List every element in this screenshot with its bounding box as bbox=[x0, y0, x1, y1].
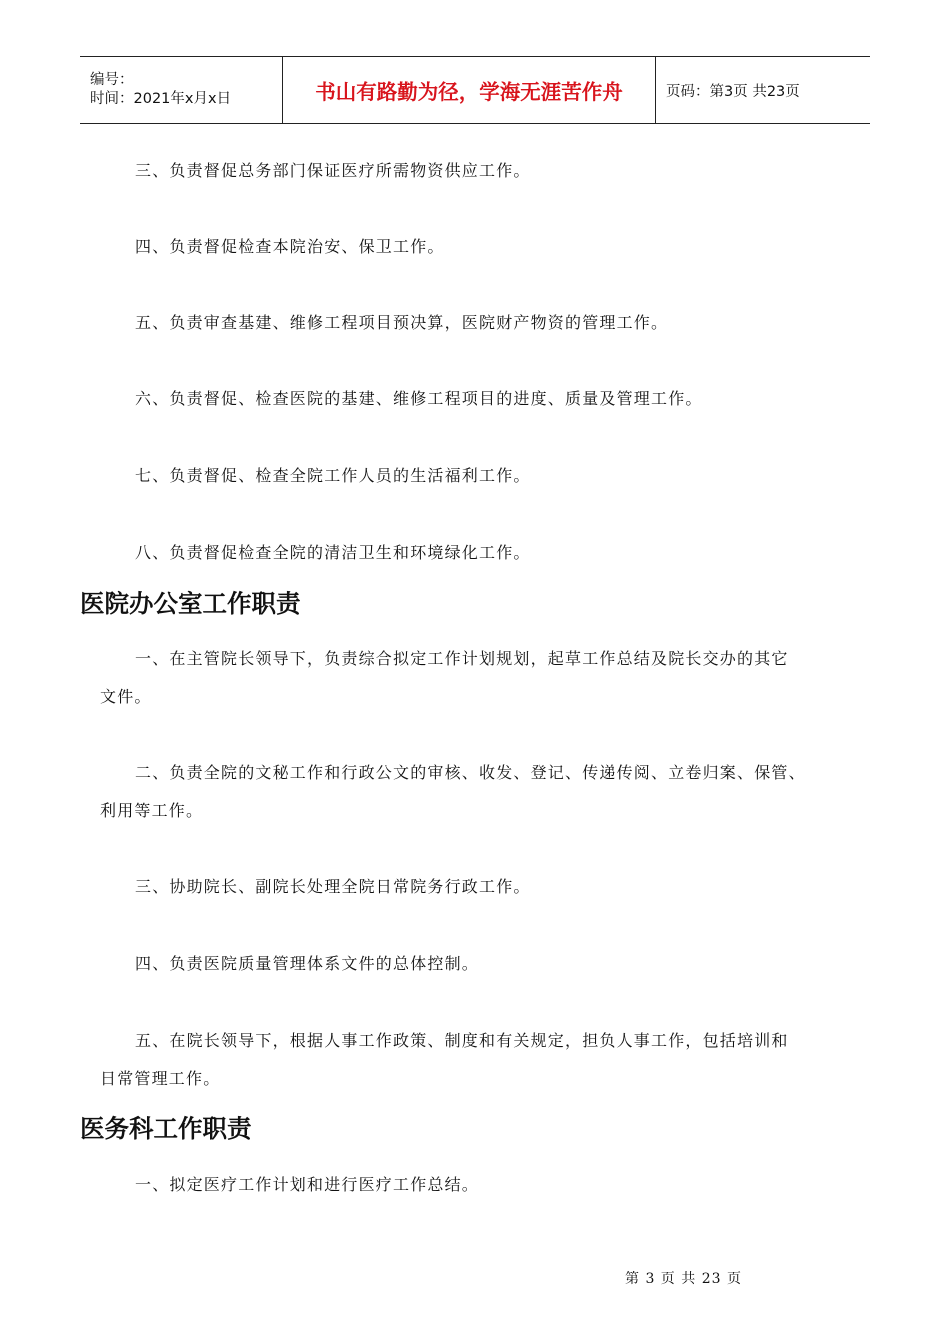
paragraph: 八、负责督促检查全院的清洁卫生和环境绿化工作。 bbox=[135, 543, 531, 562]
paragraph-line: 二、负责全院的文秘工作和行政公文的审核、收发、登记、传递传阅、立卷归案、保管、 bbox=[135, 763, 806, 782]
paragraph: 六、负责督促、检查医院的基建、维修工程项目的进度、质量及管理工作。 bbox=[135, 389, 703, 408]
paragraph: 一、拟定医疗工作计划和进行医疗工作总结。 bbox=[135, 1175, 480, 1194]
document-number-label: 编号： bbox=[90, 72, 134, 88]
page-header bbox=[80, 56, 870, 124]
paragraph-line: 一、在主管院长领导下，负责综合拟定工作计划规划，起草工作总结及院长交办的其它 bbox=[135, 649, 789, 668]
paragraph bbox=[100, 640, 870, 716]
paragraph: 五、负责审查基建、维修工程项目预决算，医院财产物资的管理工作。 bbox=[135, 313, 669, 332]
page-footer: 第 3 页 共 23 页 bbox=[625, 1271, 742, 1287]
header-motto: 书山有路勤为径，学海无涯苦作舟 bbox=[282, 57, 656, 123]
header-meta bbox=[80, 57, 282, 123]
paragraph-line: 文件。 bbox=[100, 687, 152, 706]
paragraph-line: 日常管理工作。 bbox=[100, 1069, 221, 1088]
paragraph bbox=[100, 754, 870, 830]
paragraph-line: 五、在院长领导下，根据人事工作政策、制度和有关规定，担负人事工作，包括培训和 bbox=[135, 1031, 789, 1050]
paragraph: 三、协助院长、副院长处理全院日常院务行政工作。 bbox=[135, 877, 531, 896]
document-time: 时间：2021年x月x日 bbox=[90, 91, 232, 107]
section-heading-office: 医院办公室工作职责 bbox=[80, 589, 301, 618]
paragraph: 三、负责督促总务部门保证医疗所需物资供应工作。 bbox=[135, 161, 531, 180]
paragraph: 四、负责督促检查本院治安、保卫工作。 bbox=[135, 237, 445, 256]
header-page-info: 页码：第3页 共23页 bbox=[666, 83, 800, 100]
paragraph-line: 利用等工作。 bbox=[100, 801, 204, 820]
paragraph: 四、负责医院质量管理体系文件的总体控制。 bbox=[135, 954, 480, 973]
section-heading-medical: 医务科工作职责 bbox=[80, 1114, 252, 1143]
paragraph bbox=[100, 1022, 870, 1098]
paragraph: 七、负责督促、检查全院工作人员的生活福利工作。 bbox=[135, 466, 531, 485]
